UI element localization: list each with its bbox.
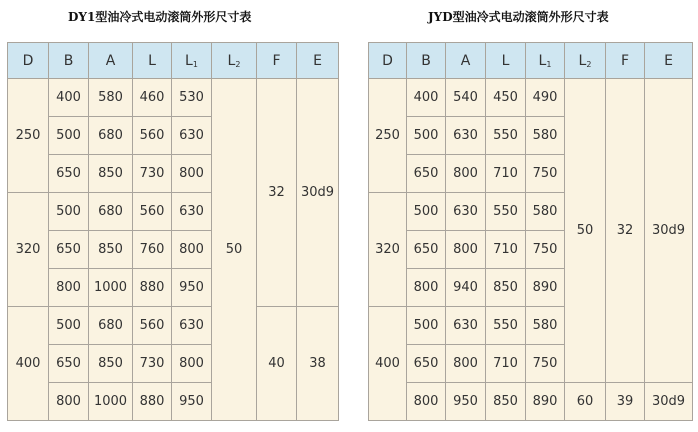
cell-l: 710	[486, 155, 526, 193]
cell-l: 450	[486, 79, 526, 117]
cell-l: 880	[133, 269, 172, 307]
header-f: F	[257, 43, 297, 79]
cell-b: 500	[407, 117, 446, 155]
cell-l2: 50	[565, 79, 606, 383]
cell-a: 1000	[89, 383, 133, 421]
cell-l2: 60	[565, 383, 606, 421]
cell-b: 500	[407, 307, 446, 345]
header-l1: $L_1$	[526, 43, 565, 79]
cell-a: 850	[89, 231, 133, 269]
cell-l1: 580	[526, 117, 565, 155]
cell-l: 760	[133, 231, 172, 269]
cell-e: 38	[297, 307, 339, 421]
cell-l: 550	[486, 307, 526, 345]
cell-l1: 800	[172, 231, 212, 269]
cell-a: 850	[89, 345, 133, 383]
cell-l: 850	[486, 383, 526, 421]
cell-b: 400	[49, 79, 89, 117]
cell-f: 39	[606, 383, 645, 421]
cell-a: 680	[89, 117, 133, 155]
cell-b: 800	[49, 383, 89, 421]
cell-b: 800	[49, 269, 89, 307]
cell-l1: 530	[172, 79, 212, 117]
header-l2: $L_2$	[565, 43, 606, 79]
cell-b: 650	[407, 155, 446, 193]
cell-b: 400	[407, 79, 446, 117]
cell-e: 30d9	[297, 79, 339, 307]
cell-e: 30d9	[645, 79, 693, 383]
cell-l1: 890	[526, 383, 565, 421]
cell-l: 460	[133, 79, 172, 117]
cell-b: 650	[407, 231, 446, 269]
cell-a: 940	[446, 269, 486, 307]
cell-l: 560	[133, 307, 172, 345]
cell-l: 880	[133, 383, 172, 421]
dimension-table-jyd	[368, 42, 693, 421]
header-row	[8, 43, 339, 79]
cell-l1: 580	[526, 193, 565, 231]
cell-l: 550	[486, 193, 526, 231]
cell-f: 32	[257, 79, 297, 307]
cell-l1: 890	[526, 269, 565, 307]
cell-l: 710	[486, 345, 526, 383]
cell-a: 800	[446, 155, 486, 193]
cell-a: 680	[89, 193, 133, 231]
cell-l: 550	[486, 117, 526, 155]
cell-d: 320	[8, 193, 49, 307]
cell-d: 250	[369, 79, 407, 193]
header-b: B	[49, 43, 89, 79]
cell-b: 500	[49, 117, 89, 155]
cell-a: 630	[446, 193, 486, 231]
cell-l: 560	[133, 193, 172, 231]
header-d: D	[8, 43, 49, 79]
dimension-table-dy1	[7, 42, 339, 421]
cell-a: 630	[446, 307, 486, 345]
table-title-dy1: DY1型油冷式电动滚筒外形尺寸表	[68, 10, 252, 24]
cell-d: 400	[8, 307, 49, 421]
cell-a: 540	[446, 79, 486, 117]
table-title-jyd: JYD型油冷式电动滚筒外形尺寸表	[428, 10, 609, 24]
cell-l1: 630	[172, 193, 212, 231]
cell-l1: 800	[172, 155, 212, 193]
cell-b: 650	[407, 345, 446, 383]
cell-b: 800	[407, 269, 446, 307]
cell-b: 800	[407, 383, 446, 421]
cell-a: 800	[446, 345, 486, 383]
header-l: L	[486, 43, 526, 79]
cell-d: 400	[369, 307, 407, 421]
cell-d: 320	[369, 193, 407, 307]
table-row	[8, 79, 339, 117]
header-a: A	[89, 43, 133, 79]
cell-e: 30d9	[645, 383, 693, 421]
cell-b: 650	[49, 155, 89, 193]
header-a: A	[446, 43, 486, 79]
header-l2: $L_2$	[212, 43, 257, 79]
cell-l1: 950	[172, 383, 212, 421]
cell-b: 500	[407, 193, 446, 231]
cell-d: 250	[8, 79, 49, 193]
header-e: E	[297, 43, 339, 79]
cell-l: 730	[133, 345, 172, 383]
table-row	[369, 79, 693, 117]
cell-a: 950	[446, 383, 486, 421]
cell-b: 650	[49, 345, 89, 383]
cell-l1: 580	[526, 307, 565, 345]
cell-a: 850	[89, 155, 133, 193]
cell-l1: 630	[172, 117, 212, 155]
cell-a: 680	[89, 307, 133, 345]
cell-b: 500	[49, 307, 89, 345]
cell-a: 1000	[89, 269, 133, 307]
cell-l1: 750	[526, 345, 565, 383]
table-row	[8, 307, 339, 345]
cell-l: 730	[133, 155, 172, 193]
table-row	[369, 383, 693, 421]
cell-l1: 630	[172, 307, 212, 345]
header-l: L	[133, 43, 172, 79]
cell-l1: 490	[526, 79, 565, 117]
cell-l: 560	[133, 117, 172, 155]
cell-l1: 750	[526, 231, 565, 269]
header-l1: $L_1$	[172, 43, 212, 79]
header-b: B	[407, 43, 446, 79]
cell-f: 32	[606, 79, 645, 383]
cell-l: 850	[486, 269, 526, 307]
header-d: D	[369, 43, 407, 79]
cell-l2: 50	[212, 79, 257, 421]
header-row	[369, 43, 693, 79]
cell-a: 800	[446, 231, 486, 269]
cell-a: 630	[446, 117, 486, 155]
header-f: F	[606, 43, 645, 79]
cell-f: 40	[257, 307, 297, 421]
cell-l1: 800	[172, 345, 212, 383]
cell-l: 710	[486, 231, 526, 269]
cell-b: 650	[49, 231, 89, 269]
cell-a: 580	[89, 79, 133, 117]
cell-b: 500	[49, 193, 89, 231]
cell-l1: 750	[526, 155, 565, 193]
header-e: E	[645, 43, 693, 79]
cell-l1: 950	[172, 269, 212, 307]
